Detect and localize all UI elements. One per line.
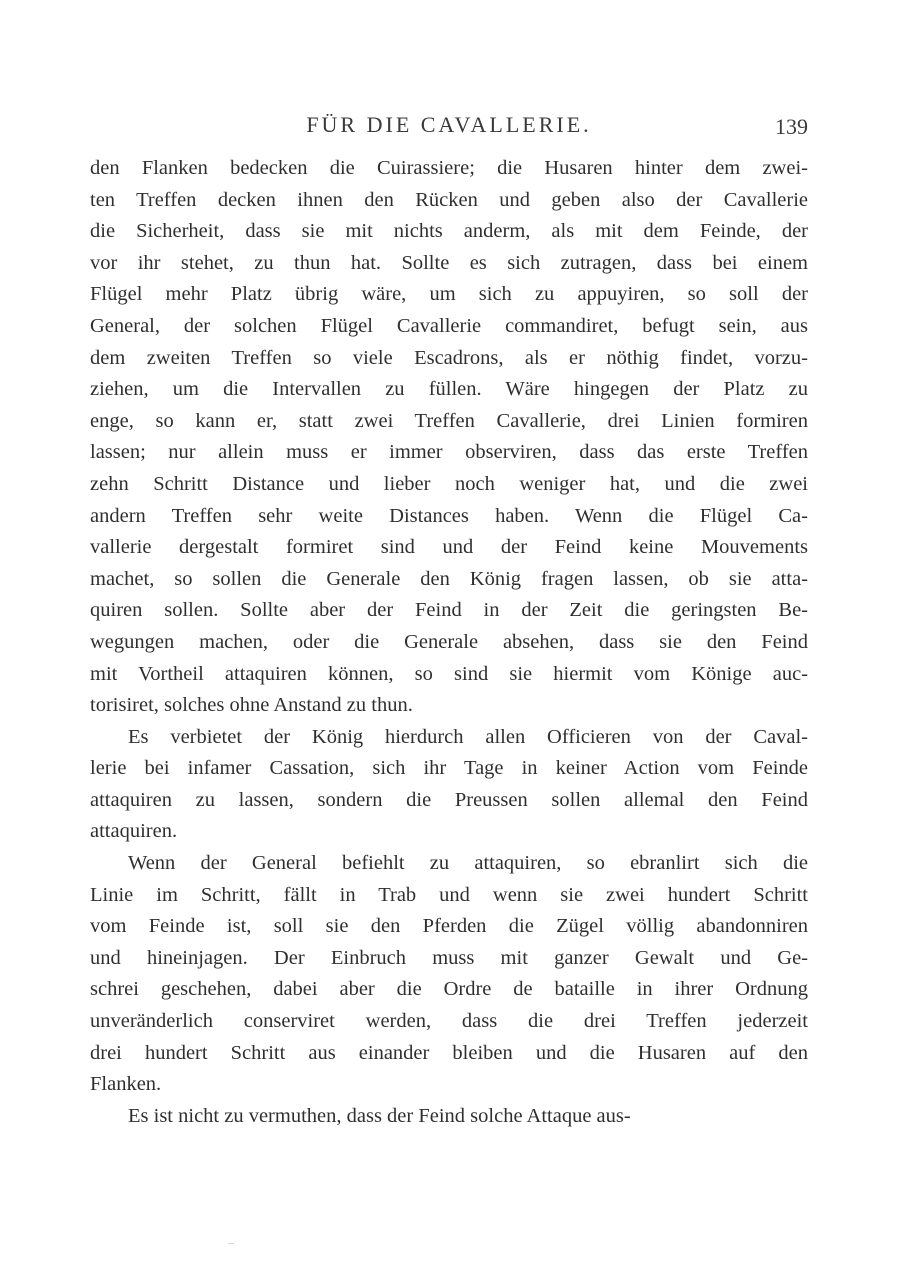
text-line: quiren sollen. Sollte aber der Feind in der Zeit die geringsten Be- bbox=[90, 599, 808, 622]
text-line: lerie bei infamer Cassation, sich ihr Tage in keiner Action vom Feinde bbox=[90, 757, 808, 780]
text-line: Linie im Schritt, fällt in Trab und wenn sie zwei hundert Schritt bbox=[90, 883, 808, 906]
paragraph bbox=[90, 1101, 808, 1133]
print-speck bbox=[228, 1243, 234, 1244]
paragraph bbox=[90, 848, 808, 1101]
text-line: vallerie dergestalt formiret sind und der Feind keine Mouvements bbox=[90, 536, 808, 559]
text-line: ziehen, um die Intervallen zu füllen. Wäre hingegen der Platz zu bbox=[90, 378, 808, 401]
text-line: und hineinjagen. Der Einbruch muss mit ganzer Gewalt und Ge- bbox=[90, 946, 808, 969]
text-line: zehn Schritt Distance und lieber noch weniger hat, und die zwei bbox=[90, 472, 808, 495]
text-line: attaquiren. bbox=[90, 820, 178, 843]
text-line: Flanken. bbox=[90, 1073, 162, 1096]
running-title: FÜR DIE CAVALLERIE. bbox=[306, 112, 592, 137]
page-number: 139 bbox=[775, 114, 808, 139]
text-line: lassen; nur allein muss er immer observiren, dass das erste Treffen bbox=[90, 441, 808, 464]
text-line: Es ist nicht zu vermuthen, dass der Feind solche Attaque aus- bbox=[128, 1104, 631, 1127]
text-line: attaquiren zu lassen, sondern die Preussen sollen allemal den Feind bbox=[90, 788, 808, 811]
text-line: unveränderlich conserviret werden, dass die drei Treffen jederzeit bbox=[90, 1010, 808, 1033]
text-line: vom Feinde ist, soll sie den Pferden die Zügel völlig abandonniren bbox=[90, 915, 808, 938]
text-line: General, der solchen Flügel Cavallerie commandiret, befugt sein, aus bbox=[90, 314, 808, 337]
text-line: vor ihr stehet, zu thun hat. Sollte es sich zutragen, dass bei einem bbox=[90, 251, 808, 274]
text-line: andern Treffen sehr weite Distances haben. Wenn die Flügel Ca- bbox=[90, 504, 808, 527]
text-line: wegungen machen, oder die Generale absehen, dass sie den Feind bbox=[90, 630, 808, 653]
text-line: Flügel mehr Platz übrig wäre, um sich zu appuyiren, so soll der bbox=[90, 283, 808, 306]
running-head bbox=[90, 112, 808, 142]
text-line: machet, so sollen die Generale den König fragen lassen, ob sie atta- bbox=[90, 567, 808, 590]
text-line: ten Treffen decken ihnen den Rücken und geben also der Cavallerie bbox=[90, 188, 808, 211]
text-line: torisiret, solches ohne Anstand zu thun. bbox=[90, 694, 413, 717]
text-line: Es verbietet der König hierdurch allen Officieren von der Caval- bbox=[128, 725, 808, 748]
body-text bbox=[90, 153, 808, 1132]
paragraph bbox=[90, 722, 808, 848]
text-line: drei hundert Schritt aus einander bleiben und die Husaren auf den bbox=[90, 1041, 808, 1064]
text-line: den Flanken bedecken die Cuirassiere; die Husaren hinter dem zwei- bbox=[90, 157, 808, 179]
text-line: Wenn der General befiehlt zu attaquiren, so ebranlirt sich die bbox=[128, 852, 808, 875]
text-line: mit Vortheil attaquiren können, so sind sie hiermit vom Könige auc- bbox=[90, 662, 808, 685]
paragraph bbox=[90, 153, 808, 722]
text-line: enge, so kann er, statt zwei Treffen Cavallerie, drei Linien formiren bbox=[90, 409, 808, 432]
text-line: die Sicherheit, dass sie mit nichts anderm, als mit dem Feinde, der bbox=[90, 220, 808, 243]
text-line: dem zweiten Treffen so viele Escadrons, als er nöthig findet, vorzu- bbox=[90, 346, 808, 369]
text-line: schrei geschehen, dabei aber die Ordre de bataille in ihrer Ordnung bbox=[90, 978, 808, 1001]
